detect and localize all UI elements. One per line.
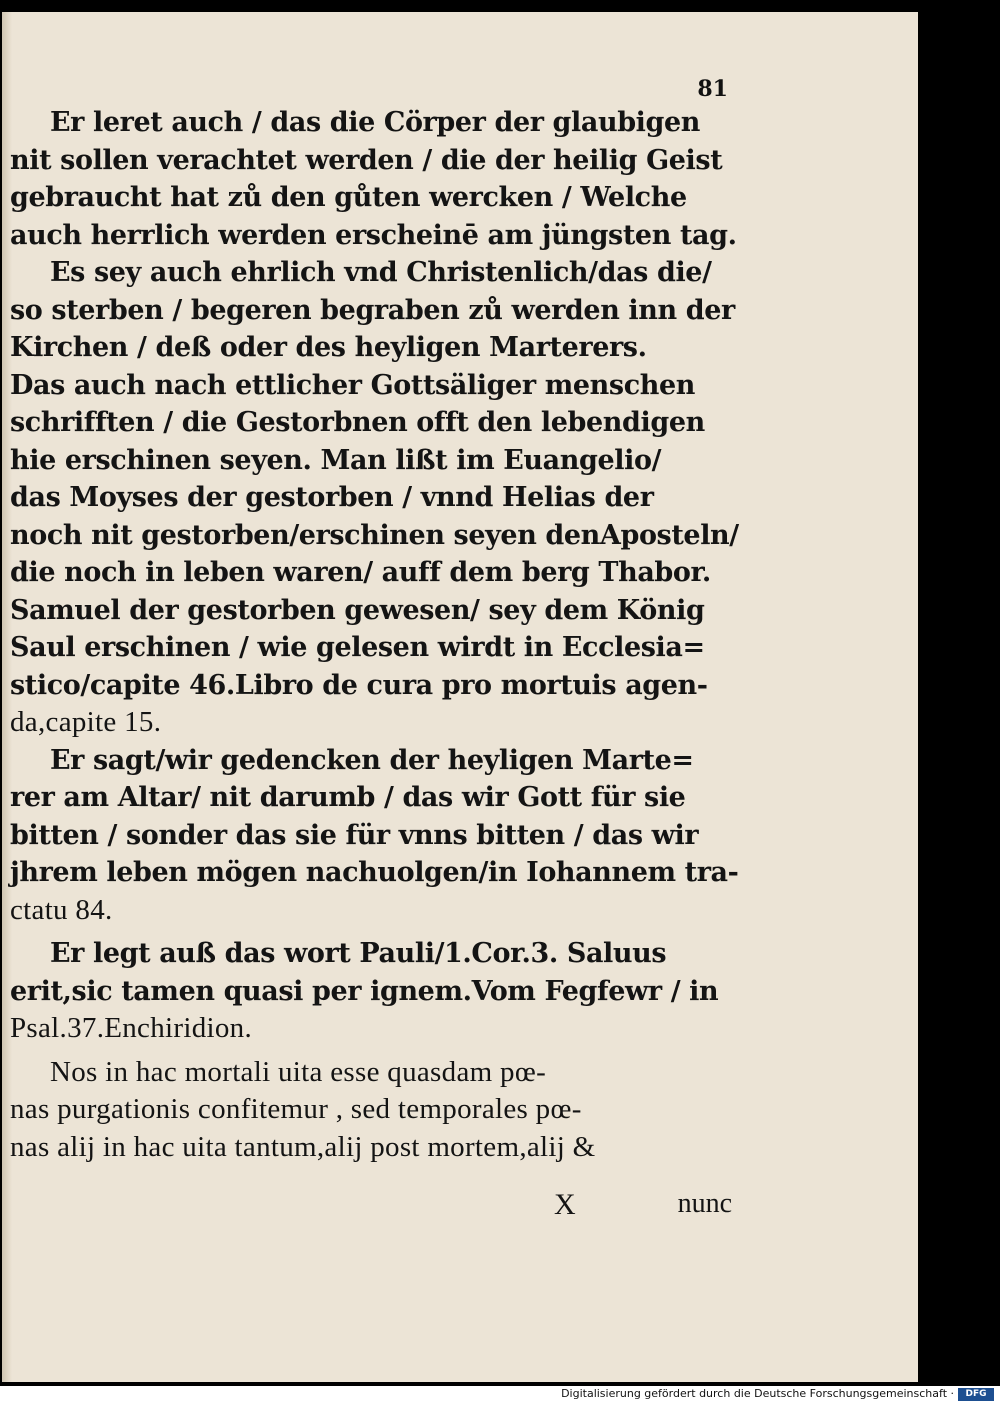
text-line: Saul erschinen / wie gelesen wirdt in Ecclesia= — [10, 632, 705, 663]
text-line: nas alij in hac uita tantum,alij post mortem,alij & — [10, 1130, 596, 1163]
footer-bar — [0, 1386, 1000, 1404]
catchword: nunc — [677, 1188, 732, 1219]
text-line: hie erschinen seyen. Man lißt im Euangelio/ — [10, 444, 662, 476]
text-line: Kirchen / deß oder des heyligen Marterers. — [10, 332, 647, 363]
page-number: 81 — [697, 76, 728, 102]
text-line: Er leret auch / das die Cörper der glaubigen — [50, 107, 701, 138]
text-line: Er sagt/wir gedencken der heyligen Marte= — [50, 744, 694, 776]
text-line: nit sollen verachtet werden / die der heilig Geist — [10, 144, 723, 176]
text-line: Das auch nach ettlicher Gottsäliger menschen — [10, 369, 695, 401]
text-line: so sterben / begeren begraben zů werden inn der — [10, 294, 735, 326]
funding-credit: Digitalisierung gefördert durch die Deutsche Forschungsgemeinschaft · — [561, 1387, 954, 1400]
text-line: noch nit gestorben/erschinen seyen denAposteln/ — [10, 519, 739, 551]
text-line: auch herrlich werden erscheinē am jüngsten tag. — [10, 219, 737, 251]
text-line: rer am Altar/ nit darumb / das wir Gott für sie — [10, 782, 686, 813]
text-line: stico/capite 46.Libro de cura pro mortuis agen- — [10, 669, 708, 701]
text-line: Samuel der gestorben gewesen/ sey dem König — [10, 594, 705, 626]
text-line: Nos in hac mortali uita esse quasdam pœ- — [50, 1055, 547, 1088]
text-line: jhrem leben mögen nachuolgen/in Iohannem tra- — [10, 857, 739, 888]
text-line: die noch in leben waren/ auff dem berg Thabor. — [10, 557, 711, 588]
signature-mark: X — [554, 1188, 576, 1221]
text-line: bitten / sonder das sie für vnns bitten / das wir — [10, 819, 699, 851]
text-line: Es sey auch ehrlich vnd Christenlich/das die/ — [50, 257, 712, 288]
dfg-logo: DFG — [958, 1388, 994, 1401]
text-line: Psal.37.Enchiridion. — [10, 1012, 253, 1044]
text-line: erit,sic tamen quasi per ignem.Vom Fegfewr / in — [10, 975, 719, 1007]
text-block — [10, 104, 740, 1166]
text-line: schrifften / die Gestorbnen offt den lebendigen — [10, 407, 705, 438]
book-page — [2, 12, 918, 1382]
text-line: Er legt auß das wort Pauli/1.Cor.3. Saluus — [50, 938, 667, 969]
text-line: nas purgationis confitemur , sed temporales pœ- — [10, 1093, 582, 1125]
text-line: gebraucht hat zů den gůten wercken / Welche — [10, 182, 687, 213]
catchwords — [542, 1188, 732, 1224]
text-line: da,capite 15. — [10, 706, 162, 738]
text-line: ctatu 84. — [10, 893, 113, 926]
text-line: das Moyses der gestorben / vnnd Helias der — [10, 482, 654, 513]
